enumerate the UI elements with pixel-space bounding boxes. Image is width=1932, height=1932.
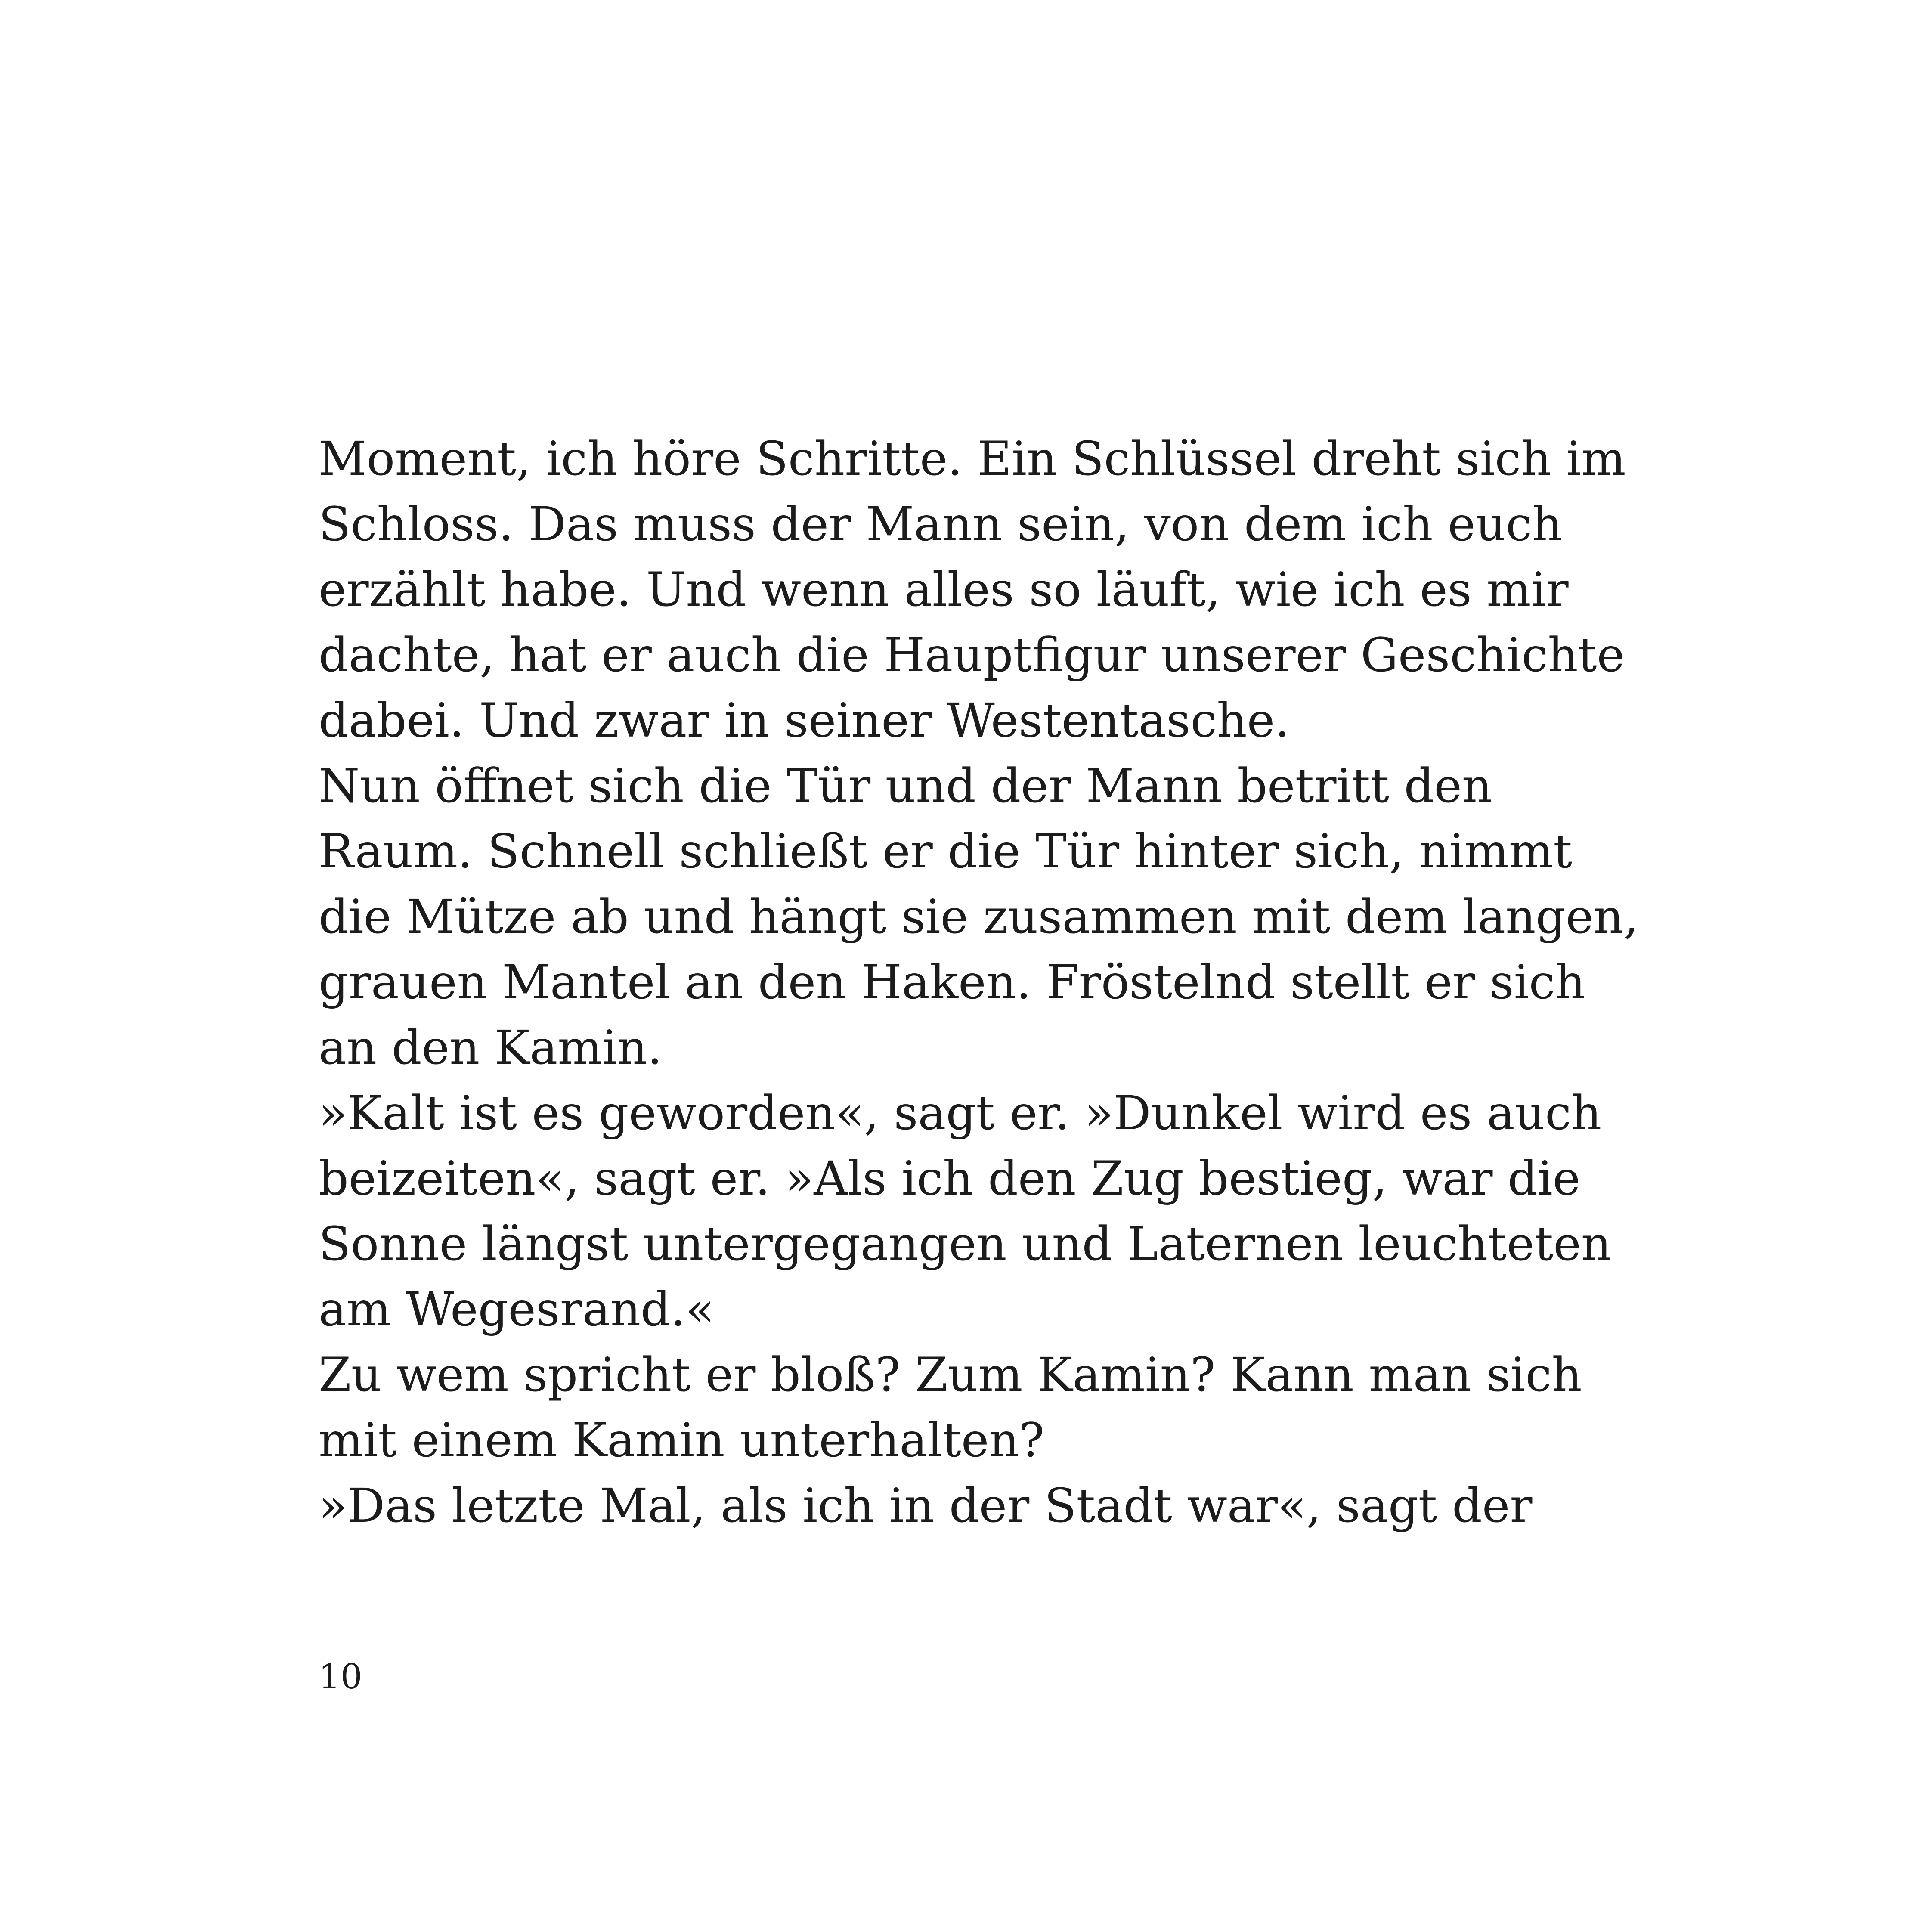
text-line: Nun öffnet sich die Tür und der Mann betritt den bbox=[319, 759, 1492, 813]
text-line: am Wegesrand.« bbox=[319, 1282, 715, 1337]
text-line: die Mütze ab und hängt sie zusammen mit dem langen, bbox=[319, 889, 1639, 944]
page-number: 10 bbox=[319, 1656, 362, 1697]
text-line: Moment, ich höre Schritte. Ein Schlüssel dreht sich im bbox=[319, 431, 1626, 486]
text-line: »Das letzte Mal, als ich in der Stadt war«, sagt der bbox=[319, 1478, 1533, 1533]
text-line: dabei. Und zwar in seiner Westentasche. bbox=[319, 693, 1290, 748]
text-line: Zu wem spricht er bloß? Zum Kamin? Kann man sich bbox=[319, 1347, 1582, 1402]
text-line: dachte, hat er auch die Hauptfigur unserer Geschichte bbox=[319, 628, 1625, 682]
text-line: Schloss. Das muss der Mann sein, von dem ich euch bbox=[319, 497, 1563, 551]
text-line: Sonne längst untergegangen und Laternen leuchteten bbox=[319, 1217, 1612, 1271]
text-line: »Kalt ist es geworden«, sagt er. »Dunkel wird es auch bbox=[319, 1086, 1602, 1140]
text-line: erzählt habe. Und wenn alles so läuft, wie ich es mir bbox=[319, 562, 1569, 617]
text-line: Raum. Schnell schließt er die Tür hinter sich, nimmt bbox=[319, 824, 1573, 879]
text-line: mit einem Kamin unterhalten? bbox=[319, 1413, 1045, 1468]
text-line: grauen Mantel an den Haken. Fröstelnd stellt er sich bbox=[319, 955, 1585, 1009]
text-line: beizeiten«, sagt er. »Als ich den Zug bestieg, war die bbox=[319, 1151, 1581, 1206]
text-line: an den Kamin. bbox=[319, 1020, 663, 1075]
page-body-text bbox=[319, 426, 1696, 1539]
